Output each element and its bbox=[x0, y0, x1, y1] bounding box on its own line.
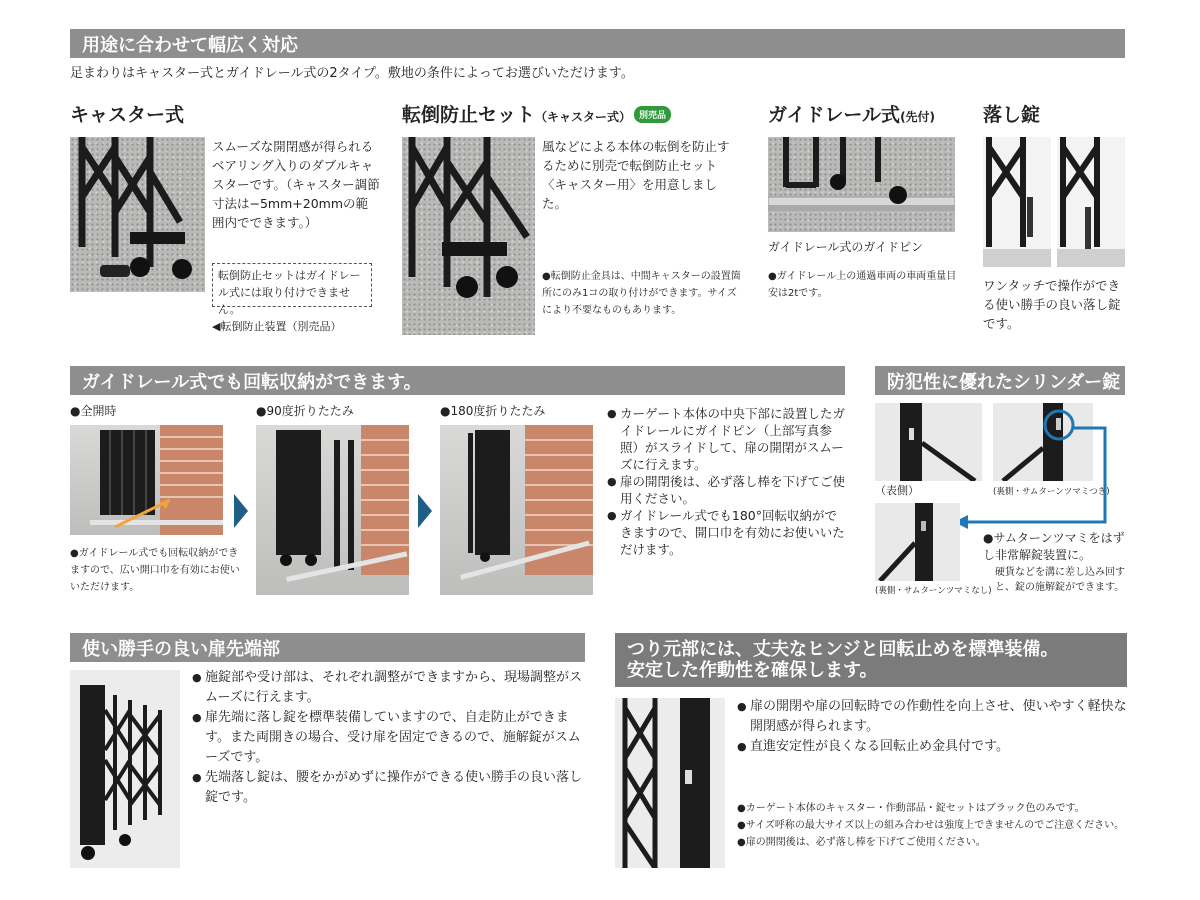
tipping-note: ●転倒防止金具は、中間キャスターの設置箇所にのみ1コの取り付けができます。サイズにより不要なものもあります。 bbox=[542, 271, 741, 316]
cylinder-note-body: 硬貨などを溝に差し込み回すと、錠の施解錠ができます。 bbox=[995, 567, 1125, 593]
guide-rail-heading bbox=[768, 100, 935, 127]
footnote: ●扉の開閉後は、必ず落し棒を下げてご使用ください。 bbox=[737, 837, 986, 848]
arrow-right-icon bbox=[234, 494, 248, 528]
section-title: 防犯性に優れたシリンダー錠 bbox=[887, 371, 1121, 393]
tipping-heading-main: 転倒防止セット bbox=[402, 104, 536, 126]
guide-rail-heading-sub: (先付) bbox=[900, 110, 936, 124]
section-title-line1: つり元部には、丈夫なヒンジと回転止めを標準装備。 bbox=[627, 639, 1059, 660]
step-label-90: ●90度折りたたみ bbox=[256, 404, 354, 418]
step-label-180: ●180度折りたたみ bbox=[440, 404, 546, 418]
door-tip-bullet: ● 扉先端に落し錠を標準装備していますので、自走防止ができます。また両開きの場合、受け扉を固定できるので、施解錠がスムーズです。 bbox=[192, 708, 592, 768]
caster-heading: キャスター式 bbox=[70, 104, 185, 126]
section-header-cylinder-lock bbox=[875, 366, 1125, 395]
guide-rail-illustration bbox=[768, 137, 955, 232]
door-tip-bullet: ● 施錠部や受け部は、それぞれ調整ができますから、現場調整がスムーズに行えます。 bbox=[192, 668, 592, 708]
tipping-gate-illustration bbox=[402, 137, 535, 335]
door-tip-bullets bbox=[192, 668, 592, 808]
door-tip-photo bbox=[70, 670, 180, 868]
caster-description: スムーズな開閉感が得られるベアリング入りのダブルキャスターです。（キャスター調節寸法は−5mm+20mmの範囲内でできます。） bbox=[212, 139, 380, 230]
step-label-full-open: ●全開時 bbox=[70, 404, 117, 418]
caster-gate-illustration bbox=[70, 137, 205, 292]
drop-lock-illustration-2 bbox=[1057, 137, 1125, 267]
section-title-line2: 安定した作動性を確保します。 bbox=[627, 660, 878, 681]
hinge-bullet: ● 直進安定性が良くなる回転止め金具付です。 bbox=[737, 737, 1129, 757]
cylinder-front-caption: （表側） bbox=[875, 484, 919, 497]
section-subtitle: 足まわりはキャスター式とガイドレール式の2タイプ。敷地の条件によってお選びいただけます。 bbox=[70, 66, 634, 81]
drop-lock-illustration-1 bbox=[983, 137, 1051, 267]
cylinder-none-caption: (裏側・サムターンツマミなし) bbox=[875, 586, 992, 596]
tipping-photo bbox=[402, 137, 535, 335]
drop-lock-heading: 落し錠 bbox=[983, 104, 1041, 126]
section-header-rotation bbox=[70, 366, 845, 395]
drop-lock-photo-2 bbox=[1057, 137, 1125, 267]
tipping-heading bbox=[402, 100, 671, 127]
tipping-description: 風などによる本体の転倒を防止するために別売で転倒防止セット〈キャスター用〉を用意しました。 bbox=[542, 139, 730, 211]
caster-photo bbox=[70, 137, 205, 292]
guide-rail-caption: ガイドレール式のガイドピン bbox=[768, 240, 924, 254]
hinge-bullets bbox=[737, 697, 1129, 757]
rotation-bullet: ● ガイドレール式でも180°回転収納ができますので、開口巾を有効にお使いいただけます。 bbox=[607, 507, 847, 558]
section-header-usage bbox=[70, 29, 1125, 58]
section-title: 用途に合わせて幅広く対応 bbox=[82, 34, 298, 56]
hinge-illustration bbox=[615, 698, 725, 868]
rotation-bullet: ● カーゲート本体の中央下部に設置したガイドレールにガイドピン（上部写真参照）がスライドして、扉の開閉がスムーズに行えます。 bbox=[607, 405, 847, 473]
full-open-illustration bbox=[70, 425, 223, 535]
fold-180-illustration bbox=[440, 425, 593, 595]
footnote: ●カーゲート本体のキャスター・作動部品・錠セットはブラック色のみです。 bbox=[737, 803, 1085, 814]
drop-lock-description: ワンタッチで操作ができる使い勝手の良い落し錠です。 bbox=[983, 278, 1121, 331]
caster-boxed-note: 転倒防止セットはガイドレール式には取り付けできません。 bbox=[212, 263, 372, 307]
cylinder-none-illustration bbox=[875, 503, 960, 581]
guide-rail-note: ●ガイドレール上の通過車両の車両重量目安は2tです。 bbox=[768, 271, 957, 299]
cylinder-none-photo bbox=[875, 503, 960, 581]
hinge-photo bbox=[615, 698, 725, 868]
sold-separately-badge: 別売品 bbox=[634, 106, 671, 123]
caster-pointer-label: ◀転倒防止装置（別売品） bbox=[212, 320, 342, 333]
hinge-footnotes bbox=[737, 800, 1129, 851]
full-open-note: ●ガイドレール式でも回転収納ができますので、広い開口巾を有効にお使いいただけます。 bbox=[70, 548, 240, 593]
tipping-heading-sub: （キャスター式） bbox=[535, 110, 632, 124]
photo-90-fold bbox=[256, 425, 409, 595]
rotation-bullet: ● 扉の開閉後は、必ず落し棒を下げてご使用ください。 bbox=[607, 473, 847, 507]
door-tip-illustration bbox=[70, 670, 180, 868]
photo-full-open bbox=[70, 425, 223, 535]
fold-90-illustration bbox=[256, 425, 409, 595]
door-tip-bullet: ● 先端落し錠は、腰をかがめずに操作ができる使い勝手の良い落し錠です。 bbox=[192, 768, 592, 808]
guide-rail-photo bbox=[768, 137, 955, 232]
connector-arrow-icon bbox=[950, 420, 1120, 535]
rotation-bullets bbox=[607, 405, 847, 558]
section-title: ガイドレール式でも回転収納ができます。 bbox=[82, 371, 422, 393]
hinge-bullet: ● 扉の開閉や扉の回転時での作動性を向上させ、使いやすく軽快な開閉感が得られます。 bbox=[737, 697, 1129, 737]
cylinder-note-title: ●サムターンツマミをはずし非常解錠装置に。 bbox=[983, 531, 1125, 562]
cylinder-back-caption: (裏側・サムターンツマミつき) bbox=[993, 487, 1110, 497]
footnote: ●サイズ呼称の最大サイズ以上の組み合わせは強度上できませんのでご注意ください。 bbox=[737, 820, 1125, 831]
section-header-hinge bbox=[615, 633, 1127, 687]
guide-rail-heading-main: ガイドレール式 bbox=[768, 104, 901, 126]
photo-180-fold bbox=[440, 425, 593, 595]
drop-lock-photo-1 bbox=[983, 137, 1051, 267]
section-title: 使い勝手の良い扉先端部 bbox=[82, 638, 280, 660]
arrow-right-icon bbox=[418, 494, 432, 528]
section-header-door-tip bbox=[70, 633, 585, 662]
